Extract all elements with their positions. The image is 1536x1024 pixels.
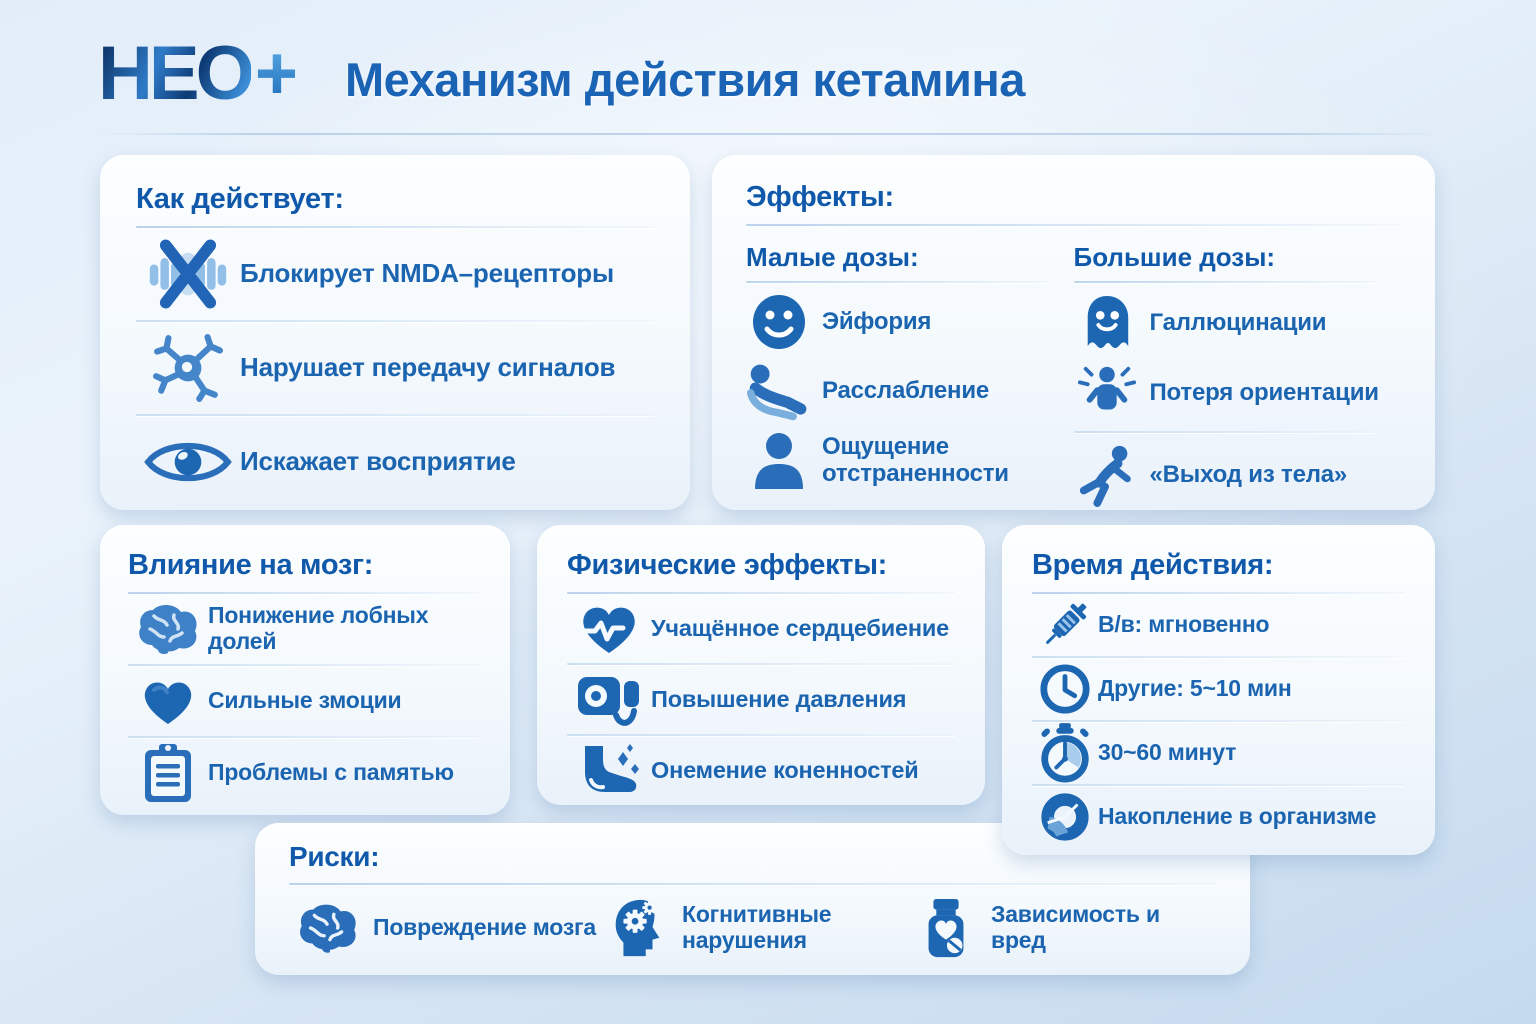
logo-text: НЕО	[98, 31, 251, 116]
item-label: Когнитивные нарушения	[682, 901, 832, 953]
cognitive-gears-icon	[598, 897, 676, 959]
small-doses-column	[746, 242, 1074, 507]
divider	[746, 281, 1047, 283]
card-title: Как действует:	[136, 183, 344, 215]
clipboard-icon	[128, 742, 208, 804]
item-label: Галлюцинации	[1149, 308, 1327, 336]
list-item	[136, 322, 654, 414]
list-item	[1032, 786, 1405, 848]
list-item	[746, 431, 1074, 491]
card-title: Физические эффекты:	[567, 549, 888, 581]
card-title: Риски:	[289, 841, 380, 872]
neo-plus-logo	[98, 31, 296, 116]
syringe-icon	[1032, 596, 1098, 654]
smiley-face-icon	[746, 293, 812, 351]
blood-pressure-icon	[567, 669, 651, 731]
card-physical-effects	[537, 525, 985, 805]
list-item	[1032, 722, 1405, 784]
item-label: «Выход из тела»	[1149, 460, 1348, 488]
card-how-it-works	[100, 155, 690, 510]
list-item	[128, 738, 482, 808]
out-of-body-icon	[1074, 443, 1140, 507]
card-title: Влияние на мозг:	[128, 549, 374, 581]
item-label: Нарушает передачу сигналов	[240, 352, 616, 383]
item-label: Сильные змоции	[208, 687, 402, 714]
numb-foot-icon	[567, 742, 651, 800]
list-item	[289, 900, 598, 956]
card-title: Эффекты:	[746, 181, 894, 213]
list-item	[136, 228, 654, 320]
list-item	[128, 666, 482, 736]
heartbeat-icon	[567, 601, 651, 657]
card-title: Время действия:	[1032, 549, 1274, 581]
list-item	[907, 897, 1216, 959]
item-label: Онемение коненностей	[651, 757, 919, 784]
pill-bottle-icon	[907, 897, 985, 959]
column-subtitle: Большие дозы:	[1073, 242, 1276, 272]
brain-damage-icon	[289, 900, 367, 956]
blocked-receptor-icon	[136, 239, 240, 309]
item-label: Другие: 5~10 мин	[1098, 675, 1292, 702]
item-label: Учащённое сердцебиение	[651, 615, 949, 642]
list-item	[746, 293, 1074, 351]
list-item	[1032, 594, 1405, 656]
divider	[746, 224, 1401, 226]
list-item	[567, 665, 955, 734]
item-label: Повышение давления	[651, 686, 907, 713]
logo-plus-icon: +	[254, 31, 296, 116]
list-item	[128, 594, 482, 664]
item-label: Эйфория	[822, 307, 932, 335]
item-label: В/в: мгновенно	[1098, 611, 1270, 638]
item-label: Ощущение отстраненности	[822, 433, 1009, 487]
divider	[1074, 431, 1375, 433]
item-label: Потеря ориентации	[1149, 378, 1379, 406]
stopwatch-icon	[1032, 722, 1098, 784]
item-label: Повреждение мозга	[373, 914, 597, 941]
page-title: Механизм действия кетамина	[345, 53, 1025, 106]
list-item	[1032, 658, 1405, 720]
card-effects	[712, 155, 1435, 510]
item-label: Расслабление	[822, 376, 990, 404]
item-label: 30~60 минут	[1098, 739, 1237, 766]
list-item	[1074, 293, 1402, 353]
list-item	[136, 416, 654, 508]
header-divider	[96, 133, 1438, 135]
card-duration	[1002, 525, 1435, 855]
item-label: Искажает восприятие	[240, 446, 516, 477]
list-item	[746, 361, 1074, 421]
disoriented-person-icon	[1074, 363, 1140, 423]
person-silhouette-icon	[746, 431, 812, 491]
column-subtitle: Малые дозы:	[746, 242, 919, 272]
card-brain-influence	[100, 525, 510, 815]
eye-icon	[136, 436, 240, 488]
neuron-icon	[136, 333, 240, 403]
large-doses-column	[1074, 242, 1402, 507]
item-label: Зависимость и вред	[991, 901, 1160, 953]
donut-chart-icon	[1032, 791, 1098, 843]
list-item	[567, 594, 955, 663]
divider	[1074, 281, 1375, 283]
item-label: Блокирует NMDA–рецепторы	[240, 258, 614, 289]
item-label: Проблемы с памятью	[208, 759, 454, 786]
list-item	[1074, 363, 1402, 423]
item-label: Понижение лобных долей	[208, 602, 429, 654]
brain-icon	[128, 601, 208, 657]
heart-icon	[128, 675, 208, 727]
list-item	[567, 736, 955, 805]
item-label: Накопление в организме	[1098, 803, 1377, 830]
clock-icon	[1032, 663, 1098, 715]
ghost-icon	[1074, 293, 1140, 353]
list-item	[598, 897, 907, 959]
divider	[289, 883, 1216, 885]
list-item	[1074, 443, 1402, 507]
relaxed-person-icon	[746, 361, 812, 421]
